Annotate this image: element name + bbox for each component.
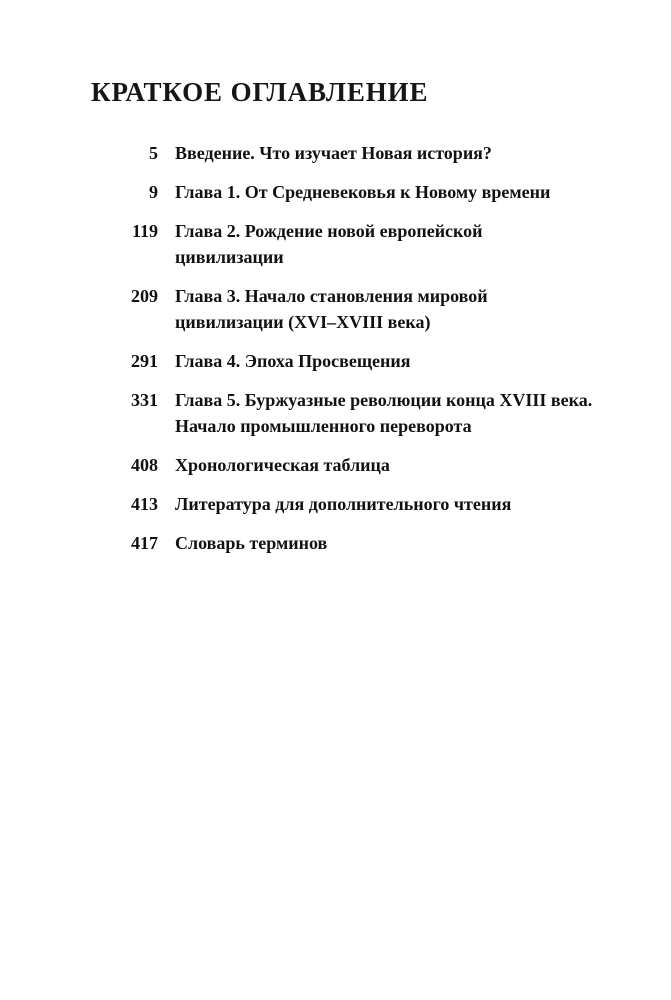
toc-page-number: 291	[131, 351, 158, 371]
toc-entry[interactable]	[0, 283, 671, 335]
toc-page-number: 413	[131, 494, 158, 514]
toc-entry-title-line: Глава 4. Эпоха Просвещения	[175, 351, 411, 371]
toc-page-number: 119	[131, 221, 158, 241]
table-of-contents-list	[0, 140, 671, 569]
toc-entry[interactable]	[0, 218, 671, 270]
toc-entry-title-line: цивилизации	[175, 247, 284, 267]
toc-page-number: 331	[131, 390, 158, 410]
toc-page-number: 9	[149, 182, 158, 202]
toc-entry-title	[175, 218, 483, 270]
toc-entry-title	[175, 179, 550, 205]
toc-entry[interactable]	[0, 348, 671, 374]
toc-entry-title	[175, 283, 488, 335]
toc-entry-title-line: Глава 2. Рождение новой европейской	[175, 221, 483, 241]
toc-entry-title	[175, 387, 593, 439]
toc-entry-title	[175, 348, 411, 374]
toc-entry-title-line: Глава 3. Начало становления мировой	[175, 286, 488, 306]
toc-entry-title-line: Хронологическая таблица	[175, 455, 390, 475]
page-title: КРАТКОЕ ОГЛАВЛЕНИЕ	[91, 77, 429, 107]
toc-entry-title	[175, 530, 327, 556]
toc-page-number: 209	[131, 286, 158, 306]
toc-entry[interactable]	[0, 387, 671, 439]
toc-entry-title-line: Введение. Что изучает Новая история?	[175, 143, 492, 163]
toc-page-number: 408	[131, 455, 158, 475]
toc-entry-title	[175, 140, 492, 166]
toc-entry-title-line: Глава 1. От Средневековья к Новому времени	[175, 182, 551, 202]
toc-entry[interactable]	[0, 179, 671, 205]
toc-entry-title	[175, 452, 390, 478]
toc-page-number: 417	[131, 533, 158, 553]
toc-entry[interactable]	[0, 530, 671, 556]
toc-entry[interactable]	[0, 491, 671, 517]
toc-entry[interactable]	[0, 140, 671, 166]
toc-entry[interactable]	[0, 452, 671, 478]
toc-entry-title-line: цивилизации (XVI–XVIII века)	[175, 312, 431, 332]
toc-entry-title-line: Словарь терминов	[175, 533, 328, 553]
toc-entry-title-line: Глава 5. Буржуазные революции конца XVIII века.	[175, 390, 593, 410]
toc-page-number: 5	[149, 143, 158, 163]
toc-entry-title-line: Начало промышленного переворота	[175, 416, 472, 436]
toc-entry-title	[175, 491, 511, 517]
toc-entry-title-line: Литература для дополнительного чтения	[175, 494, 512, 514]
